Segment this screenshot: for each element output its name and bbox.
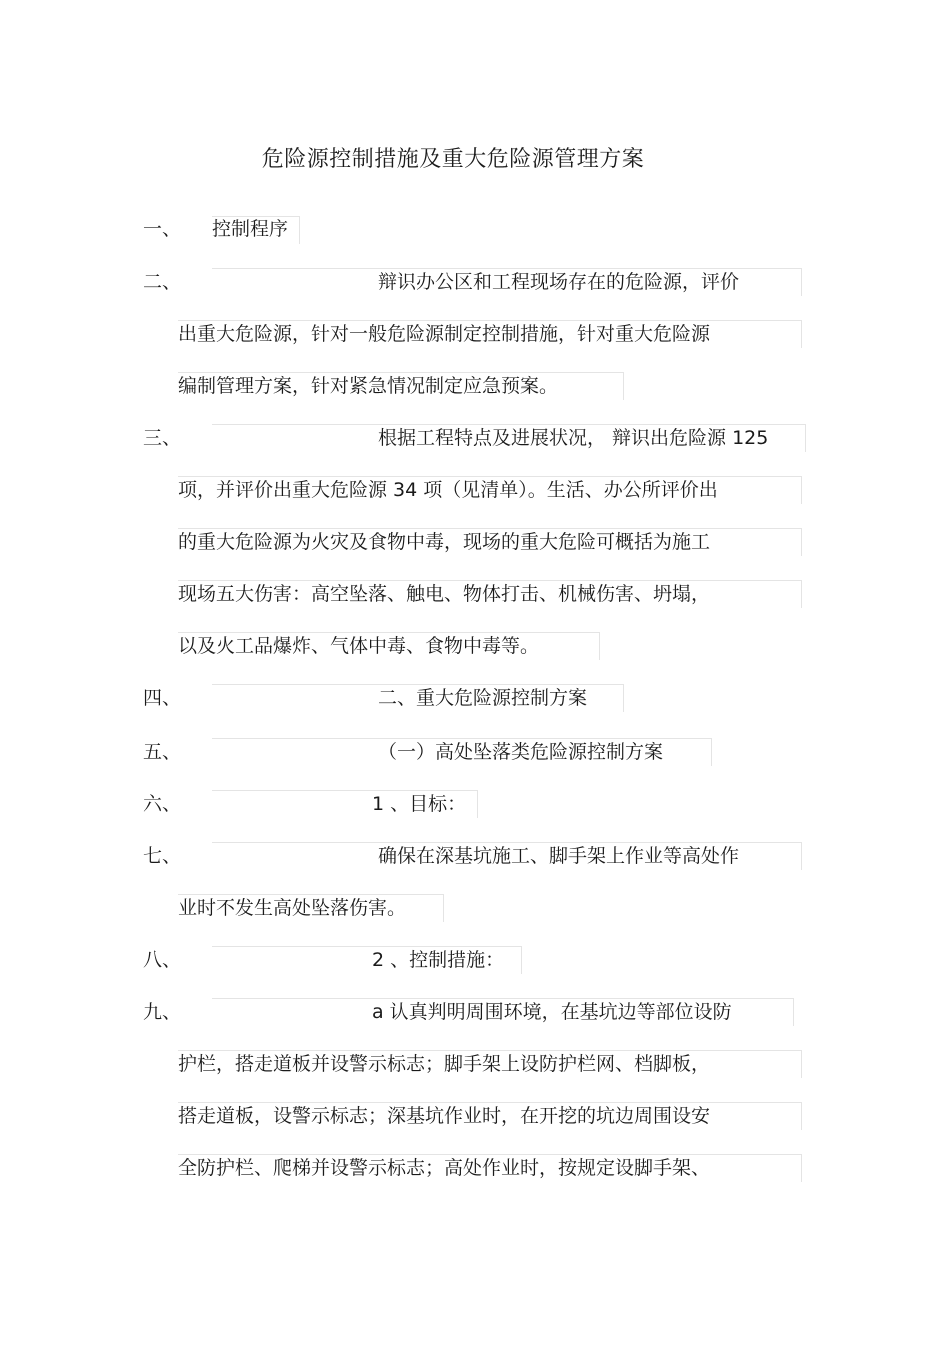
- document-title: 危险源控制措施及重大危险源管理方案: [261, 147, 645, 172]
- item-number-9: 九、: [143, 1001, 182, 1023]
- item-2-line-1: 辩识办公区和工程现场存在的危险源，评价: [378, 271, 740, 293]
- item-8-line-1: 2 、控制措施：: [372, 949, 505, 971]
- item-2-line-2: 出重大危险源，针对一般危险源制定控制措施，针对重大危险源: [178, 323, 711, 345]
- item-2-line-3: 编制管理方案，针对紧急情况制定应急预案。: [178, 375, 559, 397]
- item-9-line-2: 护栏，搭走道板并设警示标志；脚手架上设防护栏网、档脚板，: [178, 1053, 711, 1075]
- item-3-line-4: 现场五大伤害：高空坠落、触电、物体打击、机械伤害、坍塌，: [178, 583, 711, 605]
- item-3-line-3: 的重大危险源为火灾及食物中毒，现场的重大危险可概括为施工: [178, 531, 711, 553]
- item-4-line-1: 二、重大危险源控制方案: [378, 687, 588, 709]
- item-number-4: 四、: [143, 687, 182, 709]
- item-number-5: 五、: [143, 741, 182, 763]
- item-1-line-1: 控制程序: [212, 218, 289, 240]
- item-3-line-2: 项，并评价出重大危险源 34 项（见清单）。生活、办公所评价出: [178, 479, 718, 501]
- item-9-line-1: a 认真判明周围环境，在基坑边等部位设防: [372, 1001, 732, 1023]
- item-number-3: 三、: [143, 427, 182, 449]
- item-number-1: 一、: [143, 218, 182, 240]
- item-number-7: 七、: [143, 845, 182, 867]
- item-number-8: 八、: [143, 949, 182, 971]
- item-5-line-1: （一）高处坠落类危险源控制方案: [378, 741, 664, 763]
- item-number-6: 六、: [143, 793, 182, 815]
- item-7-line-2: 业时不发生高处坠落伤害。: [178, 897, 407, 919]
- item-9-line-4: 全防护栏、爬梯并设警示标志；高处作业时，按规定设脚手架、: [178, 1157, 711, 1179]
- item-number-2: 二、: [143, 271, 182, 293]
- item-9-line-3: 搭走道板，设警示标志；深基坑作业时，在开挖的坑边周围设安: [178, 1105, 711, 1127]
- item-7-line-1: 确保在深基坑施工、脚手架上作业等高处作: [378, 845, 740, 867]
- item-3-line-1: 根据工程特点及进展状况， 辩识出危险源 125: [378, 427, 769, 449]
- item-6-line-1: 1 、目标：: [372, 793, 467, 815]
- item-3-line-5: 以及火工品爆炸、气体中毒、食物中毒等。: [178, 635, 540, 657]
